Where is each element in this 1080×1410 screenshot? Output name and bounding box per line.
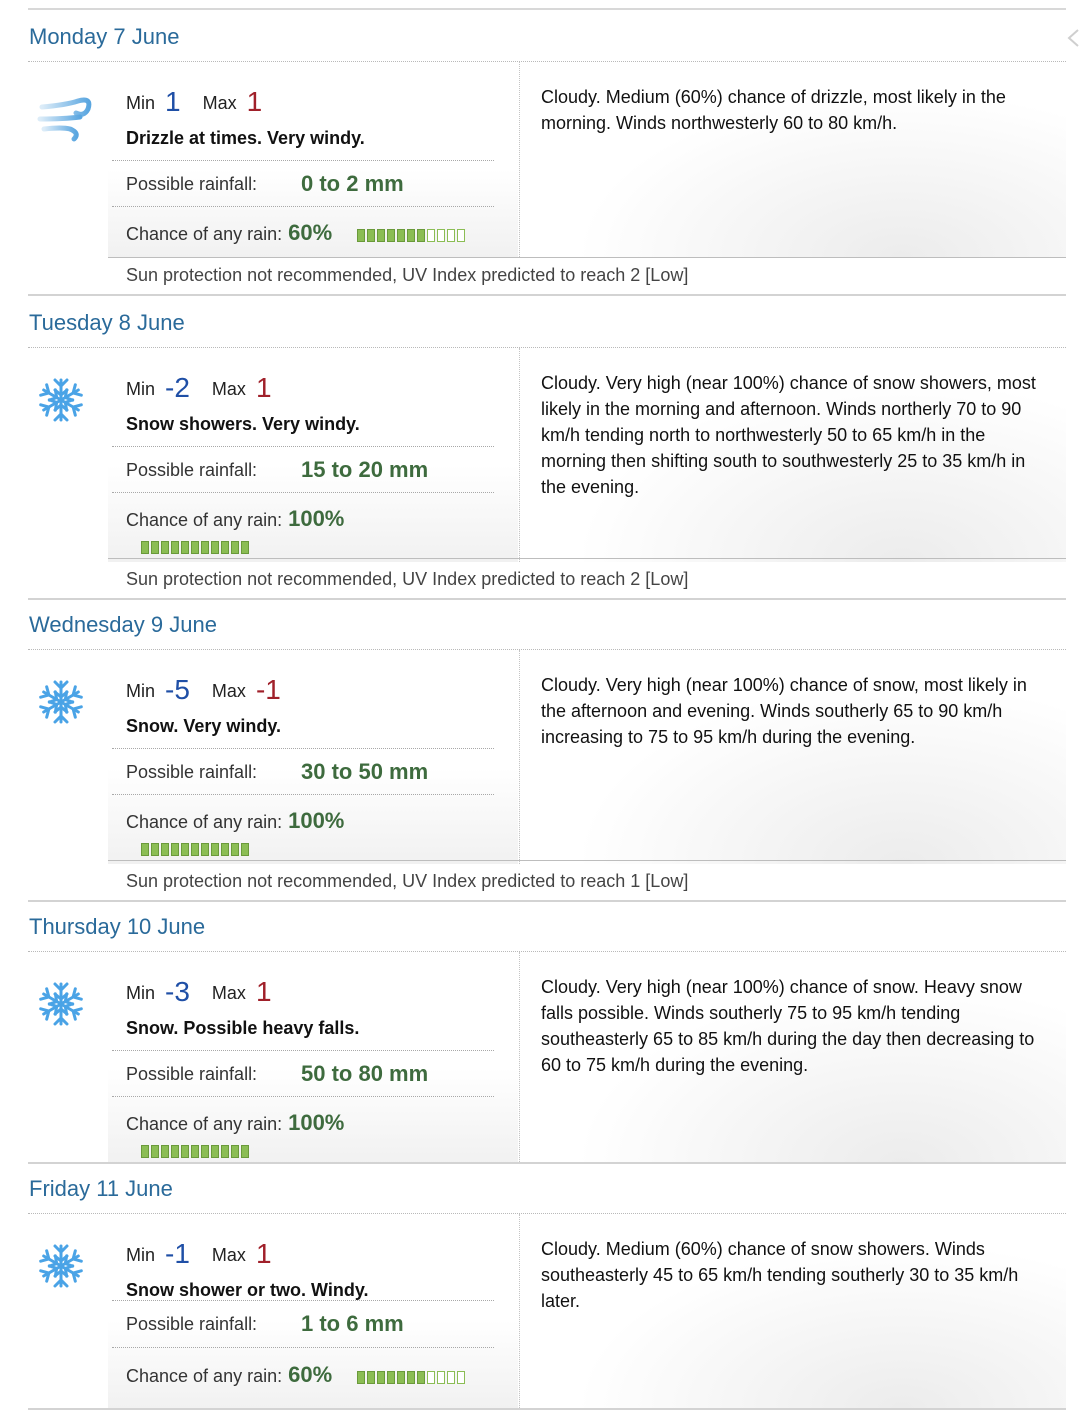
forecast-summary-panel (108, 348, 518, 562)
chance-bar-segment (201, 843, 209, 856)
forecast-day (0, 14, 1080, 304)
divider (112, 206, 494, 207)
day-bottom-divider (28, 598, 1066, 600)
divider (112, 1300, 494, 1301)
day-title: Tuesday 8 June (29, 310, 185, 335)
forecast-description: Cloudy. Very high (near 100%) chance of snow. Heavy snow falls possible. Winds southerly 75 to 95 km/h tending southeasterly 65 to 85 km/h during the day then decreasing to 60 to 75 km/h during the evening. (541, 977, 1035, 1075)
chance-bar-segment (221, 1145, 229, 1158)
min-label: Min (126, 93, 156, 113)
temperature-row (126, 370, 272, 402)
chance-bar-segment (437, 229, 445, 242)
chance-bar-segment (407, 1371, 415, 1384)
possible-rainfall-label: Possible rainfall: (126, 1064, 258, 1084)
chance-bar-segment (221, 541, 229, 554)
forecast-day (0, 904, 1080, 1164)
forecast-detail-panel (519, 62, 1066, 257)
max-temperature: 1 (255, 372, 272, 403)
forecast-detail-panel (519, 348, 1066, 562)
chance-of-rain-bar (141, 1145, 251, 1158)
temperature-row (126, 84, 262, 116)
max-label: Max (202, 93, 237, 113)
max-temperature: 1 (246, 86, 263, 117)
snowflake-icon (36, 979, 92, 1035)
chance-bar-segment (181, 541, 189, 554)
chance-bar-segment (191, 1145, 199, 1158)
day-bottom-divider (28, 1162, 1066, 1164)
chance-bar-segment (231, 541, 239, 554)
chance-bar-segment (211, 843, 219, 856)
chance-bar-segment (387, 229, 395, 242)
chance-bar-segment (377, 1371, 385, 1384)
forecast-detail-panel (519, 1214, 1066, 1408)
chance-bar-segment (141, 541, 149, 554)
day-title: Thursday 10 June (29, 914, 206, 939)
possible-rainfall-value: 0 to 2 mm (301, 171, 404, 196)
chance-bar-segment (151, 843, 159, 856)
forecast-summary: Snow. Possible heavy falls. (126, 1018, 360, 1038)
possible-rainfall-row (126, 1061, 429, 1086)
chance-bar-segment (367, 229, 375, 242)
min-temperature: -2 (165, 372, 190, 403)
temperature-row (126, 672, 281, 704)
chance-bar-segment (171, 843, 179, 856)
possible-rainfall-label: Possible rainfall: (126, 460, 258, 480)
forecast-summary: Snow. Very windy. (126, 716, 282, 736)
chance-bar-segment (387, 1371, 395, 1384)
max-temperature: 1 (255, 1238, 272, 1269)
forecast-day (0, 300, 1080, 600)
chance-bar-segment (417, 229, 425, 242)
uv-divider (108, 860, 1066, 861)
uv-warning: Sun protection not recommended, UV Index predicted to reach 1 [Low] (126, 871, 689, 891)
chance-of-rain-value: 60% (288, 220, 333, 245)
chance-bar-segment (417, 1371, 425, 1384)
day-title: Monday 7 June (29, 24, 180, 49)
chance-of-rain-value: 60% (288, 1362, 333, 1387)
forecast-summary-panel (108, 952, 518, 1164)
forecast-day (0, 1166, 1080, 1410)
divider (112, 1347, 494, 1348)
chance-bar-segment (141, 843, 149, 856)
possible-rainfall-value: 1 to 6 mm (301, 1311, 404, 1336)
chance-of-rain-label: Chance of any rain: (126, 510, 283, 530)
chance-of-rain-row (126, 808, 344, 856)
chance-bar-segment (241, 1145, 249, 1158)
min-temperature: -3 (165, 976, 190, 1007)
day-title: Friday 11 June (29, 1176, 173, 1201)
chance-bar-segment (221, 843, 229, 856)
chance-bar-segment (151, 1145, 159, 1158)
possible-rainfall-row (126, 1311, 404, 1336)
chance-bar-segment (181, 1145, 189, 1158)
chance-of-rain-label: Chance of any rain: (126, 224, 283, 244)
forecast-summary-panel (108, 650, 518, 864)
chance-bar-segment (231, 843, 239, 856)
day-title: Wednesday 9 June (29, 612, 217, 637)
top-divider (28, 8, 1066, 10)
possible-rainfall-row (126, 759, 429, 784)
possible-rainfall-value: 30 to 50 mm (301, 759, 429, 784)
chance-bar-segment (437, 1371, 445, 1384)
max-temperature: 1 (255, 976, 272, 1007)
chance-bar-segment (357, 229, 365, 242)
chance-of-rain-row (126, 1110, 344, 1158)
chance-bar-segment (367, 1371, 375, 1384)
min-temperature: -1 (165, 1238, 190, 1269)
chance-of-rain-bar (141, 541, 251, 554)
max-label: Max (211, 983, 246, 1003)
chance-bar-segment (191, 541, 199, 554)
divider (112, 160, 494, 161)
chance-bar-segment (447, 1371, 455, 1384)
divider (112, 446, 494, 447)
min-label: Min (126, 983, 156, 1003)
max-label: Max (211, 379, 246, 399)
chance-bar-segment (211, 541, 219, 554)
chance-bar-segment (181, 843, 189, 856)
chance-bar-segment (357, 1371, 365, 1384)
forecast-summary: Drizzle at times. Very windy. (126, 128, 365, 148)
chance-bar-segment (231, 1145, 239, 1158)
chance-bar-segment (201, 541, 209, 554)
forecast-summary-panel (108, 62, 518, 257)
possible-rainfall-label: Possible rainfall: (126, 174, 258, 194)
chance-bar-segment (397, 1371, 405, 1384)
possible-rainfall-value: 50 to 80 mm (301, 1061, 429, 1086)
chance-of-rain-label: Chance of any rain: (126, 1366, 283, 1386)
forecast-day (0, 602, 1080, 902)
snowflake-icon (36, 1241, 92, 1297)
chance-bar-segment (457, 229, 465, 242)
forecast-detail-panel (519, 952, 1066, 1164)
divider (112, 492, 494, 493)
forecast-description: Cloudy. Medium (60%) chance of drizzle, most likely in the morning. Winds northwesterly 60 to 80 km/h. (541, 87, 1006, 133)
temperature-row (126, 1236, 272, 1268)
chance-bar-segment (211, 1145, 219, 1158)
max-label: Max (211, 681, 246, 701)
snowflake-icon (36, 375, 92, 431)
day-bottom-divider (28, 900, 1066, 902)
chance-bar-segment (171, 1145, 179, 1158)
chance-bar-segment (161, 1145, 169, 1158)
snowflake-icon (36, 677, 92, 733)
divider (112, 1096, 494, 1097)
forecast-description: Cloudy. Very high (near 100%) chance of snow showers, most likely in the morning and afternoon. Winds northerly 70 to 90 km/h tending north to northwesterly 50 to 65 km/h in the morning then shifting south to southwesterly 25 to 35 km/h in the evening. (541, 373, 1036, 497)
chance-bar-segment (151, 541, 159, 554)
max-temperature: -1 (255, 674, 281, 705)
chance-bar-segment (161, 541, 169, 554)
forecast-summary-panel (108, 1214, 518, 1408)
forecast-description: Cloudy. Very high (near 100%) chance of snow, most likely in the afternoon and evening. Winds southerly 65 to 90 km/h increasing to 75 to 95 km/h during the evening. (541, 675, 1027, 747)
uv-warning: Sun protection not recommended, UV Index predicted to reach 2 [Low] (126, 569, 689, 589)
forecast-summary: Snow showers. Very windy. (126, 414, 360, 434)
chance-bar-segment (191, 843, 199, 856)
chance-bar-segment (241, 541, 249, 554)
divider (112, 1050, 494, 1051)
uv-divider (108, 558, 1066, 559)
chance-bar-segment (201, 1145, 209, 1158)
possible-rainfall-label: Possible rainfall: (126, 1314, 258, 1334)
chance-bar-segment (457, 1371, 465, 1384)
min-temperature: -5 (165, 674, 190, 705)
day-bottom-divider (28, 294, 1066, 296)
possible-rainfall-row (126, 171, 404, 196)
min-temperature: 1 (165, 86, 181, 117)
min-label: Min (126, 681, 156, 701)
chance-bar-segment (241, 843, 249, 856)
chance-bar-segment (161, 843, 169, 856)
chance-bar-segment (447, 229, 455, 242)
chance-bar-segment (377, 229, 385, 242)
uv-warning: Sun protection not recommended, UV Index predicted to reach 2 [Low] (126, 265, 689, 285)
chance-bar-segment (427, 1371, 435, 1384)
divider (112, 748, 494, 749)
chance-bar-segment (397, 229, 405, 242)
chance-bar-segment (141, 1145, 149, 1158)
wind-icon (36, 89, 92, 145)
chance-of-rain-bar (357, 229, 467, 242)
forecast-summary: Snow shower or two. Windy. (126, 1280, 369, 1300)
chance-bar-segment (407, 229, 415, 242)
forecast-description: Cloudy. Medium (60%) chance of snow showers. Winds southeasterly 45 to 65 km/h tending southerly 30 to 35 km/h later. (541, 1239, 1019, 1311)
divider (112, 794, 494, 795)
min-label: Min (126, 379, 156, 399)
chance-of-rain-value: 100% (288, 808, 345, 833)
forecast-detail-panel (519, 650, 1066, 864)
chance-of-rain-row (126, 220, 467, 246)
uv-divider (108, 257, 1066, 258)
chance-bar-segment (427, 229, 435, 242)
min-label: Min (126, 1245, 156, 1265)
chance-bar-segment (171, 541, 179, 554)
chance-of-rain-value: 100% (288, 506, 345, 531)
chance-of-rain-row (126, 1362, 467, 1388)
temperature-row (126, 974, 272, 1006)
possible-rainfall-row (126, 457, 429, 482)
chance-of-rain-value: 100% (288, 1110, 345, 1135)
chance-of-rain-row (126, 506, 344, 554)
possible-rainfall-value: 15 to 20 mm (301, 457, 429, 482)
possible-rainfall-label: Possible rainfall: (126, 762, 258, 782)
chance-of-rain-bar (357, 1371, 467, 1384)
max-label: Max (211, 1245, 246, 1265)
chance-of-rain-bar (141, 843, 251, 856)
chance-of-rain-label: Chance of any rain: (126, 812, 283, 832)
chance-of-rain-label: Chance of any rain: (126, 1114, 283, 1134)
